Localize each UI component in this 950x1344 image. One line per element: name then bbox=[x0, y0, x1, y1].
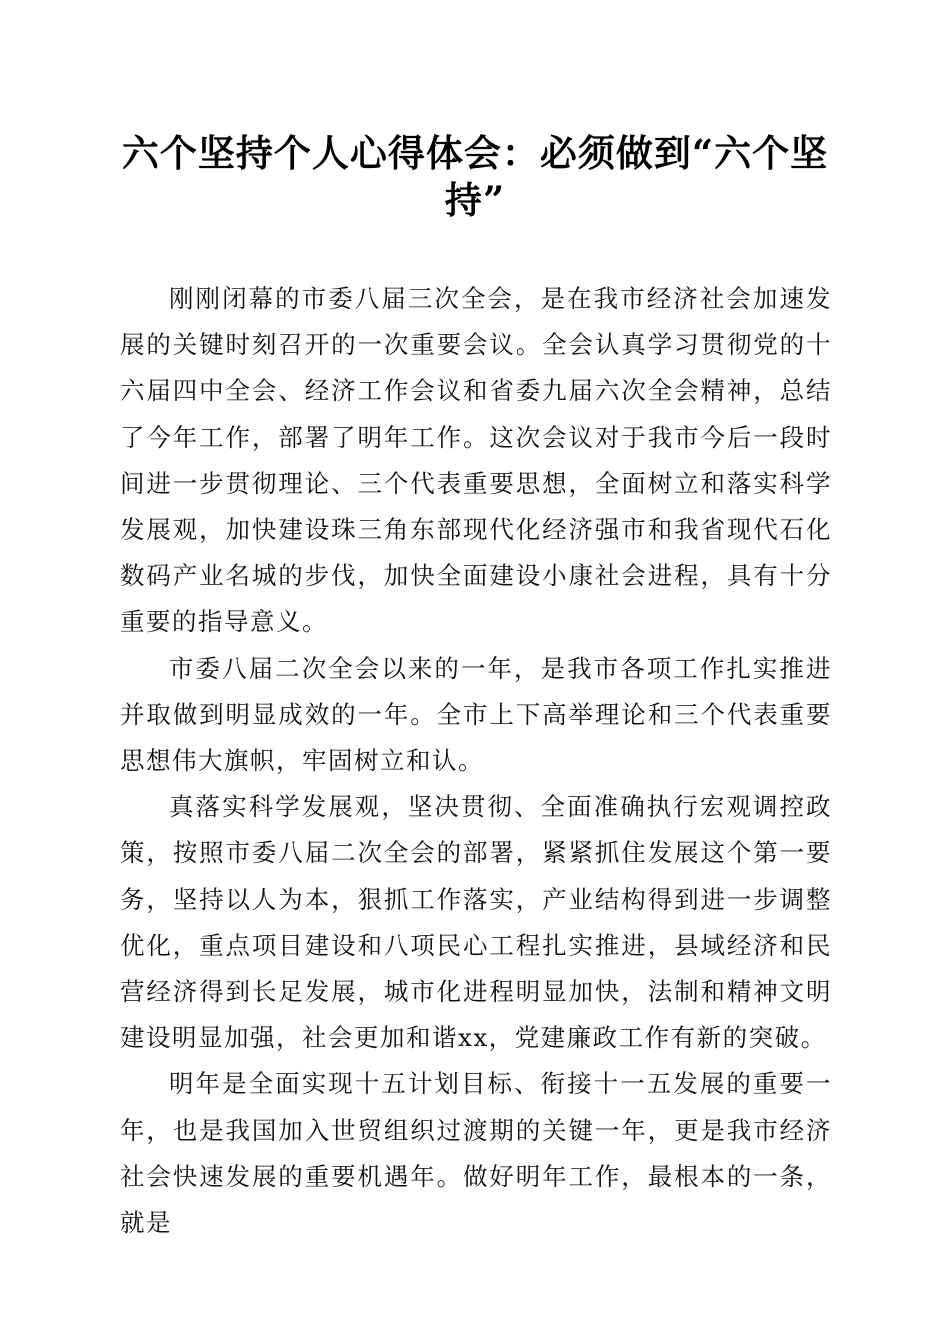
paragraph: 明年是全面实现十五计划目标、衔接十一五发展的重要一年，也是我国加入世贸组织过渡期的关键一年，更是我市经济社会快速发展的重要机遇年。做好明年工作，最根本的一条，就是 bbox=[120, 1069, 832, 1238]
document-body bbox=[120, 276, 832, 1246]
document-title: 六个坚持个人心得体会：必须做到“六个坚持” bbox=[121, 131, 829, 222]
paragraph: 刚刚闭幕的市委八届三次全会，是在我市经济社会加速发展的关键时刻召开的一次重要会议。全会认真学习贯彻党的十六届四中全会、经济工作会议和省委九届六次全会精神，总结了今年工作，部署了明年工作。这次会议对于我市今后一段时间进一步贯彻理论、三个代表重要思想，全面树立和落实科学发展观，加快建设珠三角东部现代化经济强市和我省现代石化数码产业名城的步伐，加快全面建设小康社会进程，具有十分重要的指导意义。 bbox=[120, 284, 832, 637]
paragraph: 市委八届二次全会以来的一年，是我市各项工作扎实推进并取做到明显成效的一年。全市上下高举理论和三个代表重要思想伟大旗帜，牢固树立和认。 bbox=[120, 653, 832, 776]
paragraph: 真落实科学发展观，坚决贯彻、全面准确执行宏观调控政策，按照市委八届二次全会的部署，紧紧抓住发展这个第一要务，坚持以人为本，狠抓工作落实，产业结构得到进一步调整优化，重点项目建设和八项民心工程扎实推进，县域经济和民营经济得到长足发展，城市化进程明显加快，法制和精神文明建设明显加强，社会更加和谐xx，党建廉政工作有新的突破。 bbox=[120, 792, 832, 1053]
